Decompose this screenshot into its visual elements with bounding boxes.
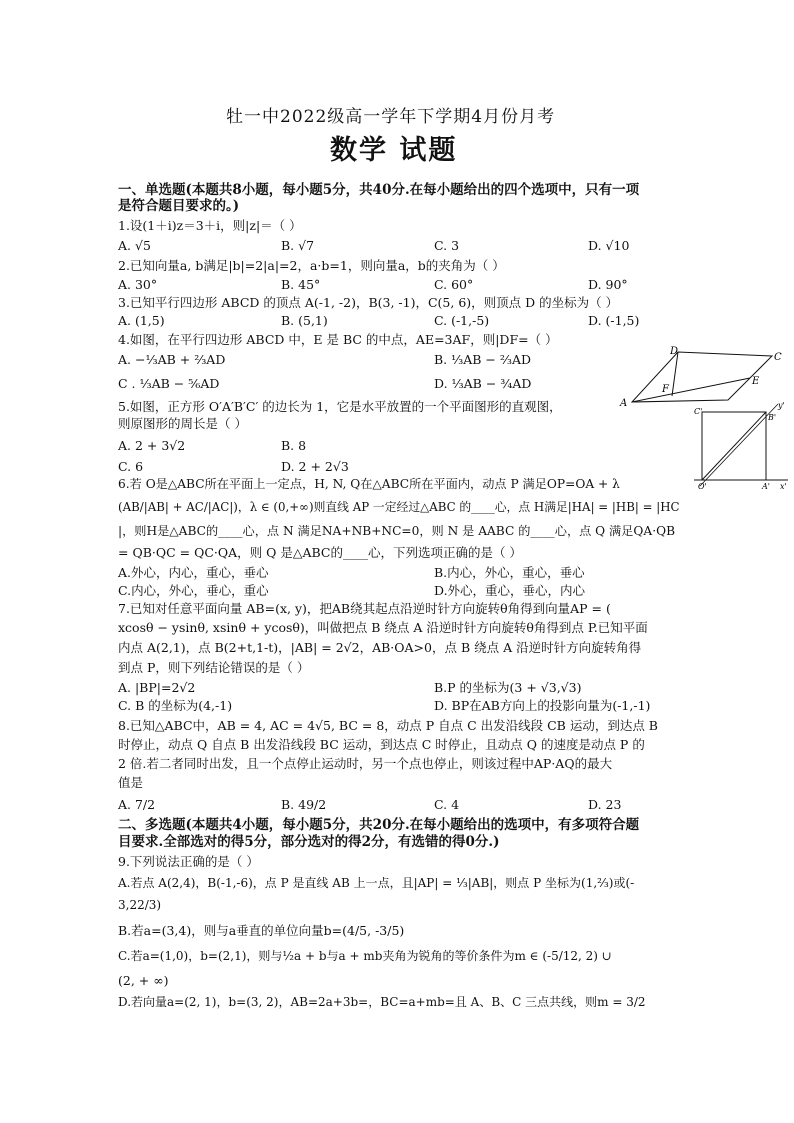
- q3-stem: 3.已知平行四边形 ABCD 的顶点 A(-1, -2)，B(3, -1)，C(5, 6)，则顶点 D 的坐标为（ ）: [118, 295, 619, 310]
- q4-option-d: D. ⅓AB − ¾AD: [434, 376, 532, 391]
- q5-stem: 5.如图，正方形 O′A′B′C′ 的边长为 1，它是水平放置的一个平面图形的直观图，: [118, 399, 562, 414]
- q5-label-y-axis: y': [778, 401, 785, 410]
- q5-square-figure: [690, 398, 790, 490]
- q7-option-a: A. |BP|=2√2: [118, 680, 196, 695]
- q6-option-c: C.内心，外心，垂心，重心: [118, 583, 269, 598]
- q3-option-a: A. (1,5): [118, 313, 165, 328]
- q7-line2: xcosθ − ysinθ, xsinθ + ycosθ)，叫做把点 B 绕点 A 沿逆时针方向旋转θ角得到点 P.已知平面: [118, 620, 648, 635]
- section1-title-cont: 是符合题目要求的。): [118, 198, 240, 214]
- q5-option-d: D. 2 + 2√3: [281, 459, 349, 474]
- q4-stem: 4.如图，在平行四边形 ABCD 中，E 是 BC 的中点，AE=3AF，则|DF=（ ）: [118, 332, 558, 347]
- q3-option-c: C. (-1,-5): [434, 313, 490, 328]
- q9-option-d: D.若向量a=(2, 1)，b=(3, 2)，AB=2a+3b=，BC=a+mb=且 A、B、C 三点共线，则m = 3/2: [118, 995, 646, 1009]
- section2-title-cont: 目要求.全部选对的得5分，部分选对的得2分，有选错的得0分.): [118, 834, 500, 850]
- q5-option-b: B. 8: [281, 438, 307, 453]
- q4-option-c: C . ⅓AB − ⅚AD: [118, 376, 220, 391]
- q2-stem: 2.已知向量a, b满足|b|=2|a|=2，a·b=1，则向量a，b的夹角为（ ）: [118, 258, 505, 273]
- q9-option-b: B.若a=(3,4)，则与a垂直的单位向量b=(4/5, -3/5): [118, 923, 405, 938]
- q4-option-b: B. ⅓AB − ⅔AD: [434, 352, 532, 367]
- q6-line1: 6.若 O是△ABC所在平面上一定点，H, N, Q在△ABC所在平面内，动点 P 满足OP=OA + λ: [118, 477, 620, 491]
- q9-option-c: C.若a=(1,0)，b=(2,1)，则与½a + b与a + mb夹角为锐角的等价条件为m ∈ (-5/12, 2) ∪: [118, 949, 612, 963]
- q1-option-b: B. √7: [281, 238, 315, 253]
- q8-option-a: A. 7/2: [118, 797, 156, 812]
- q5-option-c: C. 6: [118, 459, 144, 474]
- q5-label-x-axis: x': [780, 482, 787, 490]
- q4-label-a: A: [620, 398, 628, 409]
- q7-option-b: B.P 的坐标为(3 + √3,√3): [434, 680, 582, 695]
- q7-option-c: C. B 的坐标为(4,-1): [118, 698, 233, 713]
- q7-line4: 到点 P，则下列结论错误的是（ ）: [118, 660, 310, 675]
- q5-option-a: A. 2 + 3√2: [118, 438, 186, 453]
- q8-line4: 值是: [118, 775, 144, 790]
- q2-option-c: C. 60°: [434, 277, 474, 292]
- q5-label-o: O': [698, 482, 707, 490]
- q7-option-d: D. BP在AB方向上的投影向量为(-1,-1): [434, 698, 651, 713]
- q8-option-b: B. 49/2: [281, 797, 327, 812]
- q5-stem-cont: 则原图形的周长是（ ）: [118, 416, 247, 431]
- q6-option-b: B.内心，外心，重心，垂心: [434, 565, 585, 580]
- q4-label-d: D: [670, 346, 679, 357]
- section1-title: 一、单选题(本题共8小题，每小题5分，共40分.在每小题给出的四个选项中，只有一项: [118, 182, 640, 198]
- q2-option-a: A. 30°: [118, 277, 158, 292]
- q5-label-c: C': [694, 407, 703, 416]
- q7-line3: 内点 A(2,1)，点 B(2+t,1-t)，|AB| = 2√2，AB·OA>0，点 B 绕点 A 沿逆时针方向旋转角得: [118, 640, 642, 655]
- q9-option-c-cont: (2, + ∞): [118, 973, 169, 988]
- q1-option-d: D. √10: [588, 238, 630, 253]
- q4-option-a: A. −⅓AB + ⅔AD: [118, 352, 226, 367]
- q2-option-b: B. 45°: [281, 277, 321, 292]
- q5-label-a: A': [762, 482, 770, 490]
- q4-label-f: F: [662, 384, 669, 395]
- q5-label-b: B': [768, 413, 777, 422]
- q6-line2: (AB/|AB| + AC/|AC|)，λ ∈ (0,+∞)则直线 AP 一定经过△ABC 的____心，点 H满足|HA| = |HB| = |HC: [118, 500, 680, 514]
- subject-title: 数学 试题: [330, 135, 458, 166]
- q6-line4: = QB·QC = QC·QA，则 Q 是△ABC的____心，下列选项正确的是（ ）: [118, 545, 522, 560]
- q1-stem: 1.设(1＋i)z＝3＋i，则|z|＝（ ）: [118, 218, 302, 233]
- q7-line1: 7.已知对任意平面向量 AB=(x, y)，把AB绕其起点沿逆时针方向旋转θ角得到向量AP = (: [118, 601, 611, 616]
- q6-line3: |，则H是△ABC的____心，点 N 满足NA+NB+NC=0，则 N 是 AABC 的____心，点 Q 满足QA·QB: [118, 524, 676, 538]
- q8-line3: 2 倍.若二者同时出发，且一个点停止运动时，另一个点也停止，则该过程中AP·AQ的最大: [118, 756, 613, 771]
- q1-option-c: C. 3: [434, 238, 460, 253]
- q4-label-e: E: [752, 376, 760, 387]
- q8-line2: 时停止，动点 Q 自点 B 出发沿线段 BC 运动，到达点 C 时停止，且动点 Q 的速度是动点 P 的: [118, 737, 645, 752]
- q8-line1: 8.已知△ABC中，AB = 4, AC = 4√5, BC = 8，动点 P 自点 C 出发沿线段 CB 运动，到达点 B: [118, 718, 658, 733]
- q6-option-a: A.外心，内心，重心，垂心: [118, 565, 269, 580]
- q6-option-d: D.外心，重心，垂心，内心: [434, 583, 586, 598]
- q9-option-a: A.若点 A(2,4)，B(-1,-6)，点 P 是直线 AB 上一点，且|AP| = ⅓|AB|，则点 P 坐标为(1,⅔)或(-: [118, 876, 635, 890]
- section2-title: 二、多选题(本题共4小题，每小题5分，共20分.在每小题给出的选项中，有多项符合题: [118, 817, 640, 833]
- exam-header: 牡一中2022级高一学年下学期4月份月考: [226, 107, 556, 127]
- q4-label-c: C: [774, 352, 782, 363]
- q3-option-d: D. (-1,5): [588, 313, 640, 328]
- q8-option-c: C. 4: [434, 797, 460, 812]
- q1-option-a: A. √5: [118, 238, 151, 253]
- q8-option-d: D. 23: [588, 797, 622, 812]
- q9-option-a-cont: 3,22/3): [118, 898, 162, 912]
- q2-option-d: D. 90°: [588, 277, 628, 292]
- q9-stem: 9.下列说法正确的是（ ）: [118, 854, 259, 869]
- q3-option-b: B. (5,1): [281, 313, 328, 328]
